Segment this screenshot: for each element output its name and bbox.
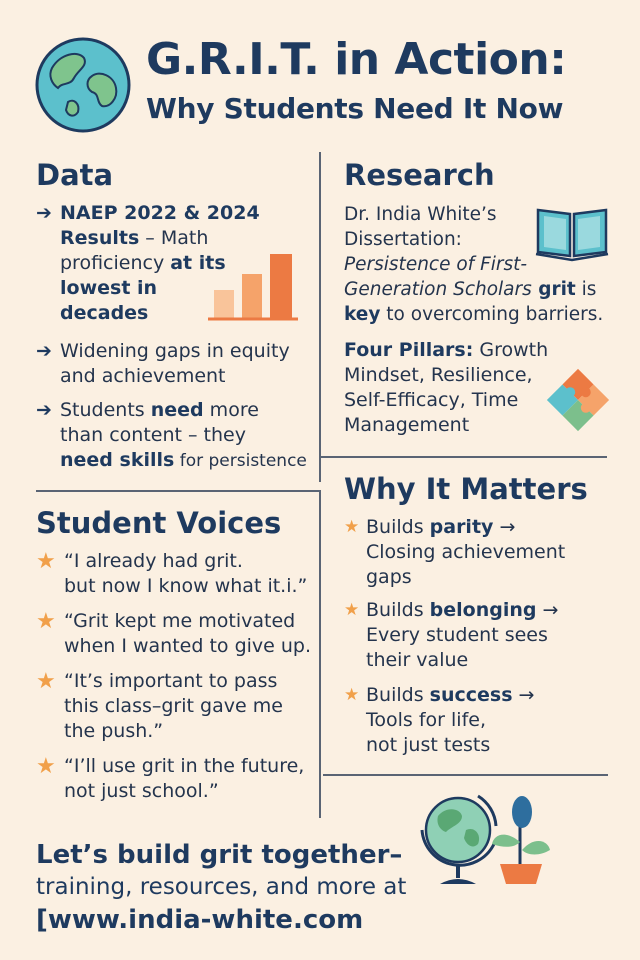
- star-icon: ★: [36, 669, 56, 694]
- quote-4: ★ “I’ll use grit in the future, not just school.”: [36, 754, 305, 802]
- matters-item-belonging: ★ Builds belonging → Every student sees their value: [344, 599, 559, 671]
- page-subtitle: Why Students Need It Now: [146, 92, 564, 125]
- arrow-icon: ➔: [36, 399, 52, 421]
- plant-icon: [486, 794, 556, 886]
- page-title: G.R.I.T. in Action:: [146, 34, 567, 85]
- vertical-divider-bottom: [319, 492, 321, 818]
- footer-subtext: training, resources, and more at: [36, 874, 407, 900]
- star-icon: ★: [344, 600, 360, 620]
- quote-1: ★ “I already had grit. but now I know what it.i.”: [36, 549, 308, 597]
- data-item-gaps: ➔ Widening gaps in equity and achievement: [36, 340, 290, 387]
- research-heading: Research: [344, 158, 495, 192]
- vertical-divider-top: [319, 152, 321, 482]
- star-icon: ★: [344, 685, 360, 705]
- star-icon: ★: [344, 517, 360, 537]
- research-text: Dr. India White’s Dissertation: Persistence of First- Generation Scholars grit is key to overcoming barriers.: [344, 204, 604, 325]
- globe-icon: [34, 36, 132, 134]
- arrow-icon: ➔: [36, 202, 52, 224]
- horizontal-divider-left: [36, 490, 321, 492]
- horizontal-divider-right-bottom: [323, 774, 608, 776]
- puzzle-icon: [546, 368, 610, 432]
- footer-website-link[interactable]: [www.india-white.com: [36, 905, 364, 935]
- arrow-icon: ➔: [36, 340, 52, 362]
- star-icon: ★: [36, 754, 56, 779]
- star-icon: ★: [36, 609, 56, 634]
- bar-chart-icon: [206, 250, 300, 324]
- data-heading: Data: [36, 158, 114, 192]
- footer-cta: Let’s build grit together–: [36, 840, 403, 870]
- data-item-skills: ➔ Students need more than content – they need skills for persistence: [36, 398, 316, 474]
- student-voices-heading: Student Voices: [36, 506, 282, 540]
- matters-item-success: ★ Builds success → Tools for life, not just tests: [344, 684, 535, 756]
- why-it-matters-heading: Why It Matters: [344, 472, 588, 506]
- matters-item-parity: ★ Builds parity → Closing achievement gaps: [344, 516, 566, 588]
- quote-3: ★ “It’s important to pass this class–grit gave me the push.”: [36, 669, 283, 742]
- horizontal-divider-right: [321, 456, 607, 458]
- quote-2: ★ “Grit kept me motivated when I wanted to give up.: [36, 609, 312, 657]
- star-icon: ★: [36, 549, 56, 574]
- data-item-naep: ➔ NAEP 2022 & 2024 Results – Math proficiency at its lowest in decades: [36, 202, 260, 324]
- four-pillars-text: Four Pillars: Growth Mindset, Resilience, Self-Efficacy, Time Management: [344, 339, 549, 436]
